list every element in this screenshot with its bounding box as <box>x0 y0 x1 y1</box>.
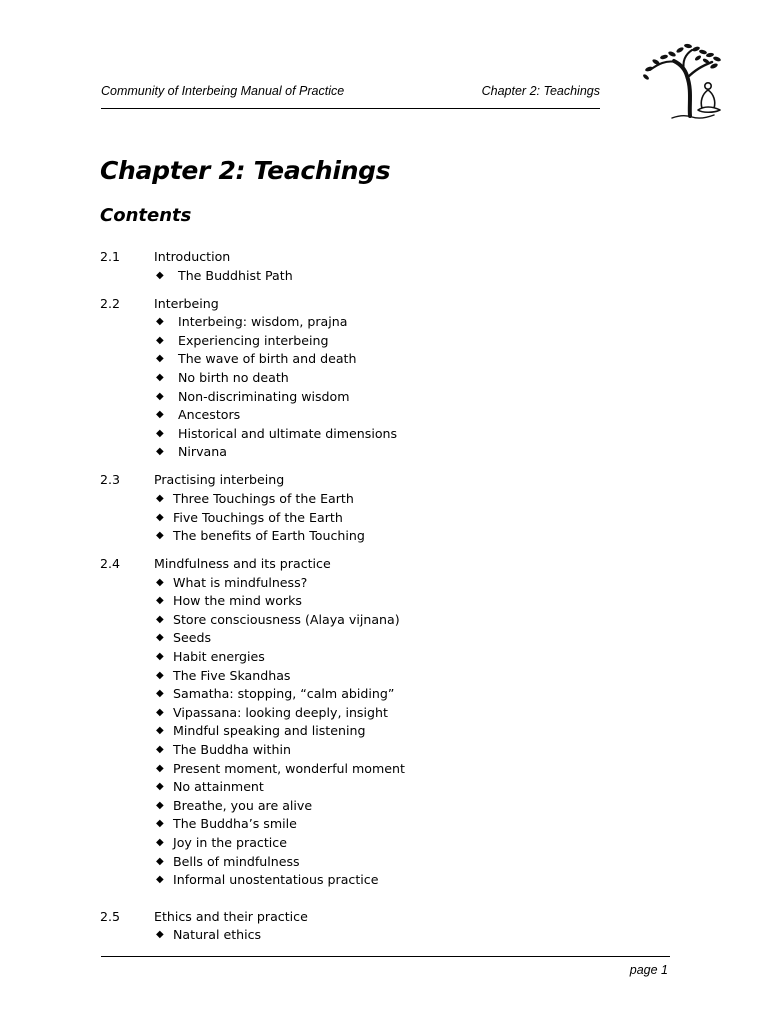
diamond-bullet-icon: ◆ <box>156 427 164 439</box>
toc-item-label: Non-discriminating wisdom <box>178 388 350 404</box>
diamond-bullet-icon: ◆ <box>156 818 164 830</box>
toc-item <box>100 797 660 816</box>
toc-item <box>100 778 660 797</box>
toc-item-label: Seeds <box>173 630 212 646</box>
toc-item-label: Bells of mindfulness <box>173 853 300 869</box>
toc-item-label: Five Touchings of the Earth <box>173 509 343 525</box>
contents-heading: Contents <box>100 205 192 226</box>
section-title: Introduction <box>154 249 231 264</box>
footer-divider <box>101 956 670 957</box>
toc-item <box>100 667 660 686</box>
diamond-bullet-icon: ◆ <box>156 316 164 328</box>
toc-item <box>100 704 660 723</box>
table-of-contents <box>100 248 660 954</box>
toc-item <box>100 760 660 779</box>
toc-section <box>100 471 660 545</box>
diamond-bullet-icon: ◆ <box>156 632 164 644</box>
toc-section-heading <box>100 908 660 927</box>
tree-with-meditating-figure-icon <box>640 42 726 120</box>
toc-item <box>100 592 660 611</box>
section-title: Mindfulness and its practice <box>154 556 331 572</box>
diamond-bullet-icon: ◆ <box>156 446 164 458</box>
diamond-bullet-icon: ◆ <box>156 799 164 811</box>
toc-item <box>100 722 660 741</box>
toc-item <box>100 527 660 546</box>
toc-item <box>100 388 660 407</box>
toc-item-label: The Buddha’s smile <box>173 816 297 832</box>
toc-item <box>100 267 660 286</box>
toc-item <box>100 853 660 872</box>
manual-title: Community of Interbeing Manual of Practice <box>101 84 345 98</box>
toc-item <box>100 313 660 332</box>
diamond-bullet-icon: ◆ <box>156 492 164 504</box>
toc-item <box>100 509 660 528</box>
diamond-bullet-icon: ◆ <box>156 409 164 421</box>
toc-item-label: Informal unostentatious practice <box>173 872 379 888</box>
toc-section <box>100 908 660 945</box>
toc-item-label: Samatha: stopping, “calm abiding” <box>173 686 395 702</box>
toc-section-heading <box>100 555 660 574</box>
chapter-title: Chapter 2: Teachings <box>100 156 391 185</box>
toc-item <box>100 741 660 760</box>
toc-item <box>100 490 660 509</box>
toc-section-heading <box>100 471 660 490</box>
toc-item <box>100 815 660 834</box>
toc-item <box>100 443 660 462</box>
toc-section-heading <box>100 248 660 267</box>
toc-item-label: What is mindfulness? <box>173 574 308 590</box>
toc-item <box>100 685 660 704</box>
toc-item-label: No birth no death <box>178 369 289 385</box>
section-number: 2.3 <box>100 472 121 488</box>
diamond-bullet-icon: ◆ <box>156 669 164 681</box>
diamond-bullet-icon: ◆ <box>156 874 164 886</box>
toc-item <box>100 926 660 945</box>
toc-item <box>100 332 660 351</box>
diamond-bullet-icon: ◆ <box>156 595 164 607</box>
toc-item-label: Store consciousness (Alaya vijnana) <box>173 611 400 627</box>
diamond-bullet-icon: ◆ <box>156 781 164 793</box>
toc-item <box>100 871 660 890</box>
toc-item-label: Nirvana <box>178 444 227 460</box>
toc-section-heading <box>100 295 660 314</box>
toc-item-label: No attainment <box>173 779 264 795</box>
toc-item-label: Interbeing: wisdom, prajna <box>178 314 348 330</box>
toc-item <box>100 629 660 648</box>
section-title: Practising interbeing <box>154 472 285 488</box>
diamond-bullet-icon: ◆ <box>156 390 164 402</box>
toc-item <box>100 406 660 425</box>
toc-item-label: Ancestors <box>178 407 241 423</box>
diamond-bullet-icon: ◆ <box>156 744 164 756</box>
section-number: 2.1 <box>100 249 121 264</box>
page-number: page 1 <box>629 963 668 977</box>
toc-item <box>100 369 660 388</box>
toc-section <box>100 295 660 462</box>
diamond-bullet-icon: ◆ <box>156 353 164 365</box>
toc-item-label: The Buddhist Path <box>178 267 293 283</box>
diamond-bullet-icon: ◆ <box>156 371 164 383</box>
diamond-bullet-icon: ◆ <box>156 836 164 848</box>
diamond-bullet-icon: ◆ <box>156 530 164 542</box>
running-chapter-title: Chapter 2: Teachings <box>481 84 600 98</box>
header-divider <box>101 108 600 109</box>
toc-item-label: Historical and ultimate dimensions <box>178 425 398 441</box>
diamond-bullet-icon: ◆ <box>156 511 164 523</box>
diamond-bullet-icon: ◆ <box>156 725 164 737</box>
section-title: Interbeing <box>154 295 219 311</box>
toc-item <box>100 834 660 853</box>
diamond-bullet-icon: ◆ <box>156 269 164 281</box>
toc-item-label: Natural ethics <box>173 927 262 943</box>
toc-item <box>100 574 660 593</box>
toc-item <box>100 648 660 667</box>
toc-section <box>100 555 660 890</box>
toc-item-label: Vipassana: looking deeply, insight <box>173 704 388 720</box>
toc-item-label: Experiencing interbeing <box>178 332 329 348</box>
diamond-bullet-icon: ◆ <box>156 855 164 867</box>
toc-item-label: The Five Skandhas <box>173 667 291 683</box>
toc-item-label: Present moment, wonderful moment <box>173 760 405 776</box>
section-number: 2.2 <box>100 295 121 311</box>
toc-item-label: Habit energies <box>173 649 265 665</box>
toc-item-label: How the mind works <box>173 593 302 609</box>
diamond-bullet-icon: ◆ <box>156 576 164 588</box>
toc-item <box>100 350 660 369</box>
running-header <box>101 84 600 100</box>
diamond-bullet-icon: ◆ <box>156 334 164 346</box>
diamond-bullet-icon: ◆ <box>156 613 164 625</box>
diamond-bullet-icon: ◆ <box>156 929 164 941</box>
toc-item-label: The wave of birth and death <box>178 351 357 367</box>
toc-item-label: Breathe, you are alive <box>173 797 313 813</box>
diamond-bullet-icon: ◆ <box>156 762 164 774</box>
toc-item-label: The Buddha within <box>173 742 291 758</box>
toc-item <box>100 611 660 630</box>
section-number: 2.5 <box>100 908 121 924</box>
toc-item-label: The benefits of Earth Touching <box>173 528 365 544</box>
diamond-bullet-icon: ◆ <box>156 688 164 700</box>
diamond-bullet-icon: ◆ <box>156 706 164 718</box>
toc-section <box>100 248 660 285</box>
toc-item-label: Joy in the practice <box>173 834 287 850</box>
section-number: 2.4 <box>100 556 121 572</box>
section-title: Ethics and their practice <box>154 908 308 924</box>
toc-item <box>100 425 660 444</box>
toc-item-label: Mindful speaking and listening <box>173 723 366 739</box>
toc-item-label: Three Touchings of the Earth <box>173 490 354 506</box>
diamond-bullet-icon: ◆ <box>156 651 164 663</box>
